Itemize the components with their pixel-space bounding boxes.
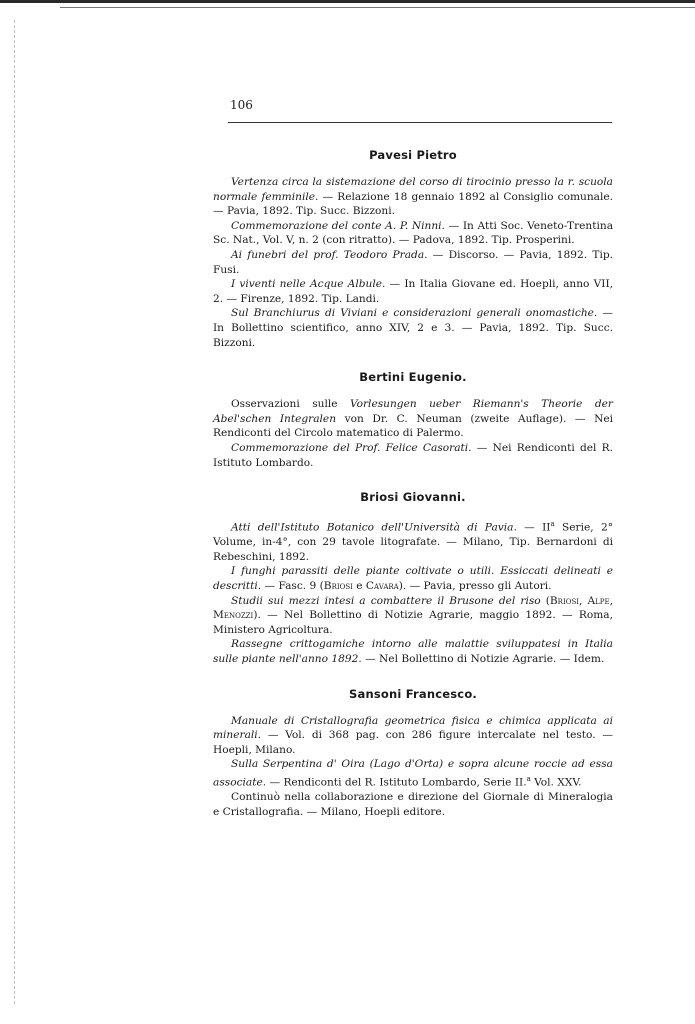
entry-text-segment: Ai funebri del prof. Teodoro Prada.	[231, 248, 428, 261]
bibliography-entry	[213, 175, 613, 219]
entry-text-segment: Vol. XXV.	[530, 776, 582, 789]
entry-text-segment: Sulla Serpentina d' Oira (Lago d'Orta) e sopra alcune roccie ad essa associate.	[213, 758, 613, 789]
entry-text-segment: — Fasc. 9 (	[261, 580, 324, 592]
entry-text-segment: Manuale di Cristallografia geometrica fisica e chimica applicata ai minerali.	[213, 714, 613, 742]
bibliography-entry	[213, 306, 613, 350]
entry-text-segment: Osservazioni sulle	[231, 398, 350, 411]
section-author-heading: Briosi Giovanni.	[360, 490, 466, 505]
entry-text-segment: — Vol. di 368 pag. con 286 figure intercalate nel testo. — Hoepli, Milano.	[213, 729, 613, 756]
bibliography-entry	[213, 219, 613, 248]
entry-text-segment: ). — Nel Bollettino di Notizie Agrarie, maggio 1892. — Roma, Ministero Agricoltura.	[213, 609, 613, 636]
entry-text-segment: Briosi	[323, 580, 353, 592]
entry-text-segment: Alpe	[587, 594, 610, 607]
entry-text-segment: Commemorazione del Prof. Felice Casorati.	[231, 441, 472, 454]
entry-text-segment: Vorlesungen ueber Riemann's Theorie der Abel'schen Integralen	[213, 398, 613, 425]
bibliography-entry	[213, 594, 613, 638]
bibliography-entry	[213, 790, 613, 819]
entry-text-segment: Menozzi	[213, 609, 254, 622]
bibliography-entry	[213, 397, 613, 441]
page-left-edge	[14, 20, 16, 1004]
entry-text-segment: Continuò nella collaborazione e direzione del Giornale di Mineralogia e Cristallografia. — Milano, Hoepli editore.	[213, 791, 613, 818]
bibliography-entry	[213, 637, 613, 666]
bibliography-section	[213, 490, 613, 666]
entry-text-segment: — Relazione 18 gennaio 1892 al Consiglio comunale. — Pavia, 1892. Tip. Succ. Bizzoni.	[213, 190, 613, 218]
entry-text-segment: ,	[579, 594, 588, 607]
entry-text-segment: a	[550, 520, 555, 529]
entry-text-segment: — Discorso. — Pavia, 1892. Tip. Fusi.	[213, 248, 613, 276]
entry-text-segment: Briosi	[549, 594, 580, 607]
entry-text-segment: — In Atti Soc. Veneto-Trentina Sc. Nat., Vol. V, n. 2 (con ritratto). — Padova, 1892. Tip. Prosperini.	[213, 219, 614, 247]
bibliography-entry	[213, 441, 613, 470]
header-rule	[228, 122, 612, 123]
section-author-heading: Bertini Eugenio.	[359, 370, 467, 385]
entry-text-segment: Cavara	[365, 580, 399, 592]
top-border-rule	[0, 0, 695, 3]
entry-text-segment: Studii sui mezzi intesi a combattere il Brusone del riso	[231, 594, 541, 607]
entry-text-segment: — Nel Bollettino di Notizie Agrarie. — Idem.	[361, 652, 605, 665]
entry-text-segment: Vertenza circa la sistemazione del corso di tirocinio presso la r. scuola normale femminile.	[213, 176, 613, 203]
bibliography-entry	[213, 517, 613, 564]
top-border-rule-thin	[60, 7, 695, 8]
entry-text-segment: — In Italia Giovane ed. Hoepli, anno VII, 2. — Firenze, 1892. Tip. Landi.	[213, 278, 614, 305]
entry-text-segment: (	[540, 594, 550, 607]
section-author-heading: Sansoni Francesco.	[349, 686, 477, 701]
entry-text-segment: ). — Pavia, presso gli Autori.	[398, 580, 552, 592]
bibliography-entry	[213, 714, 613, 758]
entry-text-segment: Atti dell'Istituto Botanico dell'Università di Pavia.	[231, 521, 517, 534]
page-body	[213, 148, 613, 839]
entry-text-segment: — II	[516, 521, 551, 534]
entry-text-segment: — Nei Rendiconti del R. Istituto Lombardo.	[213, 441, 614, 469]
bibliography-entry	[213, 757, 613, 790]
entry-text-segment: Commemorazione del conte A. P. Ninni.	[231, 219, 445, 232]
entry-text-segment: I viventi nelle Acque Albule.	[231, 278, 386, 291]
entry-text-segment: Serie, 2° Volume, in-4°, con 29 tavole litografate. — Milano, Tip. Bernardoni di Rebeschini, 1892.	[213, 521, 613, 563]
entry-text-segment: Sul Branchiurus di Viviani e considerazioni generali onomastiche.	[231, 307, 598, 320]
entry-text-segment: von Dr. C. Neuman (zweite Auflage). — Nei Rendiconti del Circolo matematico di Palermo.	[213, 412, 613, 440]
entry-text-segment: e	[352, 580, 366, 592]
entry-text-segment: ,	[609, 594, 613, 607]
section-author-heading: Pavesi Pietro	[369, 148, 457, 162]
bibliography-section	[213, 687, 613, 820]
bibliography-entry	[213, 248, 613, 277]
entry-text-segment: I funghi parassiti delle piante coltivate o utili. Essiccati delineati e descritti.	[213, 565, 613, 592]
entry-text-segment: a	[526, 774, 531, 783]
page-number: 106	[230, 98, 253, 112]
bibliography-entry	[213, 277, 613, 306]
bibliography-section	[213, 370, 613, 470]
entry-text-segment: — In Bollettino scientifico, anno XIV, 2 e 3. — Pavia, 1892. Tip. Succ. Bizzoni.	[213, 307, 614, 349]
bibliography-entry	[213, 564, 613, 593]
entry-text-segment: — Rendiconti del R. Istituto Lombardo, Serie II.	[266, 776, 527, 789]
bibliography-section	[213, 148, 613, 350]
entry-text-segment: Rassegne crittogamiche intorno alle malattie sviluppatesi in Italia sulle piante nell'anno 1892.	[213, 638, 613, 665]
